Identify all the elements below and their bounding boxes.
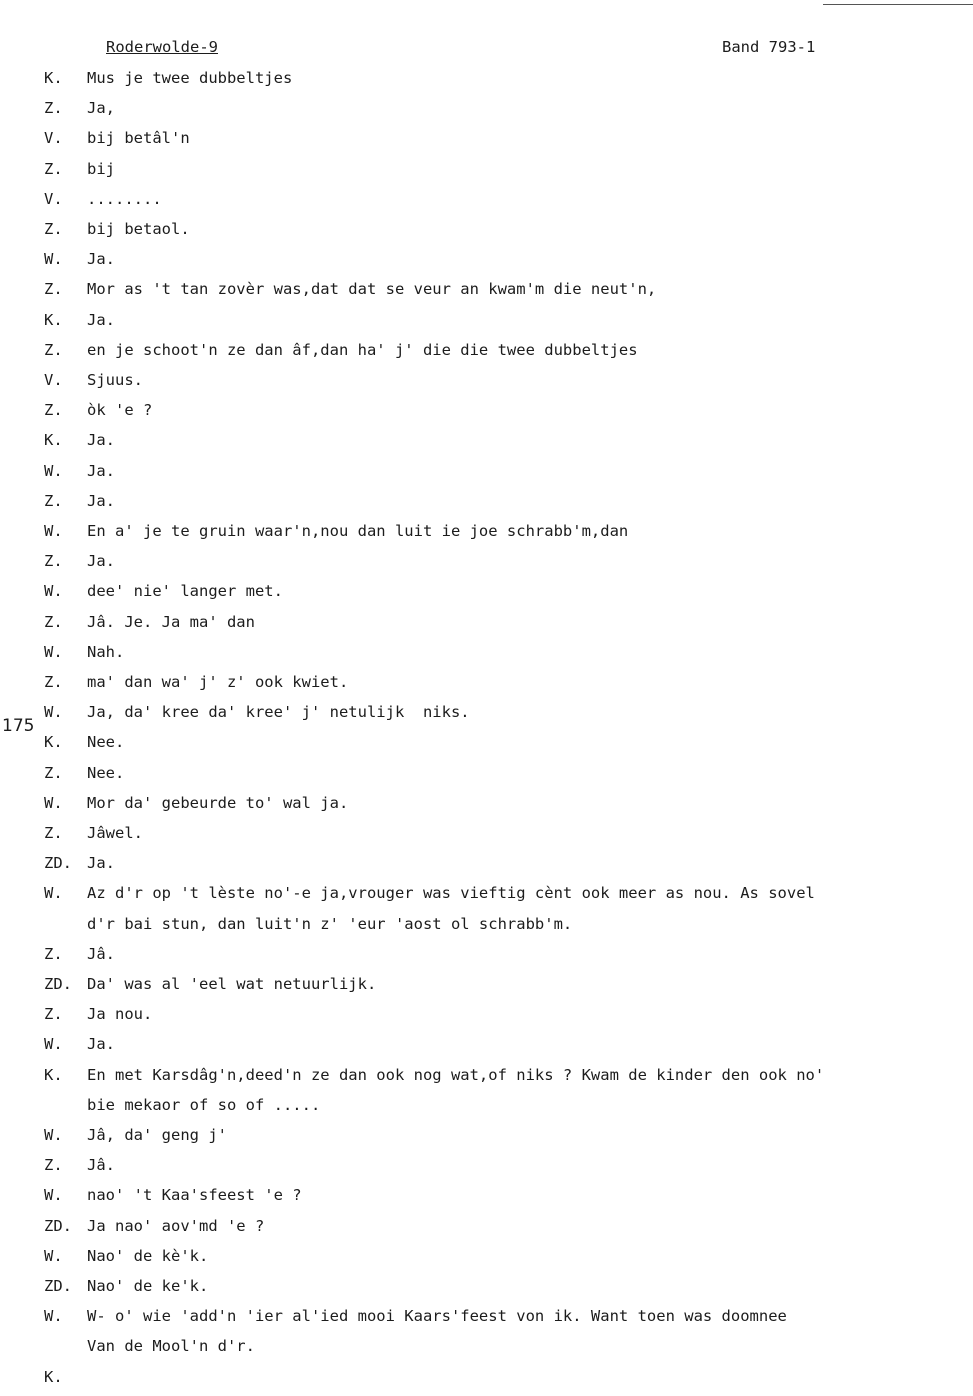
speaker-label: Z. [44,99,63,118]
document-title: Roderwolde-9 [106,38,218,56]
speaker-label: Z. [44,340,63,359]
utterance-text: Da' was al 'eel wat netuurlijk. [87,975,377,993]
speaker-label: W. [44,1186,63,1205]
utterance-text: Ja. [87,431,115,450]
utterance-text: Jâ, da' geng j' [87,1126,227,1144]
speaker-label: W. [44,522,63,540]
utterance-text: ma' dan wa' j' z' ook kwiet. [87,673,349,691]
utterance-text: bij [87,159,115,178]
utterance-text: Ja. [87,552,115,571]
band-reference: Band 793-1 [722,38,816,56]
speaker-label: V. [44,371,63,389]
speaker-label: ZD. [44,975,72,993]
speaker-label: W. [44,1126,63,1144]
speaker-label: K. [44,431,63,450]
utterance-text: Nah. [87,642,125,661]
speaker-label: W. [44,1246,63,1265]
utterance-text: Nee. [87,763,125,782]
utterance-text: Ja. [87,310,115,329]
speaker-label: Z. [44,612,63,631]
utterance-text: Ja. [87,250,115,269]
speaker-label: Z. [44,1156,63,1175]
speaker-label: W. [44,884,63,903]
utterance-text: Mus je twee dubbeltjes [87,69,293,87]
speaker-label: W. [44,703,63,722]
utterance-text: Jâ. [87,944,115,963]
utterance-text: Jâ. Je. Ja ma' dan [87,612,255,631]
utterance-text: Ja nou. [87,1005,153,1024]
utterance-text: nao' 't Kaa'sfeest 'e ? [87,1186,302,1205]
speaker-label: Z. [44,552,63,571]
speaker-label: W. [44,1035,63,1054]
utterance-text: bij betaol. [87,220,190,238]
speaker-label: W. [44,1307,63,1326]
speaker-label: W. [44,582,63,601]
speaker-label: W. [44,793,63,812]
utterance-text: W- o' wie 'add'n 'ier al'ied mooi Kaars'feest von ik. Want toen was doomnee [87,1307,787,1326]
speaker-label: K. [44,310,63,329]
utterance-text: Sjuus. [87,371,143,389]
utterance-text: Ja. [87,461,115,480]
utterance-text: En met Karsdâg'n,deed'n ze dan ook nog wat,of niks ? Kwam de kinder den ook no' [87,1065,825,1084]
utterance-text: Ja, da' kree da' kree' j' netulijk niks. [87,703,470,722]
utterance-text: d'r bai stun, dan luit'n z' 'eur 'aost ol schrabb'm. [87,914,573,933]
speaker-label: ZD. [44,854,72,873]
utterance-text: Jâ. [87,1156,115,1175]
speaker-label: W. [44,461,63,480]
speaker-label: ZD. [44,1277,72,1295]
utterance-text: Nee. [87,733,125,752]
speaker-label: Z. [44,944,63,963]
speaker-label: Z. [44,159,63,178]
speaker-label: W. [44,250,63,269]
speaker-label: K. [44,733,63,752]
utterance-text: Ja, [87,99,115,118]
top-rule [823,4,973,5]
speaker-label: ZD. [44,1216,72,1235]
utterance-text: Ja. [87,854,115,873]
margin-line-number: 175 [2,716,35,736]
speaker-label: V. [44,129,63,148]
speaker-label: Z. [44,673,63,691]
utterance-text: òk 'e ? [87,401,153,420]
utterance-text: Nao' de kè'k. [87,1246,209,1265]
utterance-text: Van de Mool'n d'r. [87,1337,255,1356]
utterance-text: Az d'r op 't lèste no'-e ja,vrouger was vieftig cènt ook meer as nou. As sovel [87,884,815,903]
utterance-text: Nao' de ke'k. [87,1277,209,1295]
utterance-text: Ja. [87,491,115,510]
speaker-label: Z. [44,280,63,299]
utterance-text: Mor as 't tan zovèr was,dat dat se veur an kwam'm die neut'n, [87,280,657,299]
utterance-text: bij betâl'n [87,129,190,148]
utterance-text: dee' nie' langer met. [87,582,283,601]
speaker-label: K. [44,1065,63,1084]
utterance-text: bie mekaor of so of ..... [87,1095,321,1114]
speaker-label: Z. [44,763,63,782]
utterance-text: En a' je te gruin waar'n,nou dan luit ie joe schrabb'm,dan [87,522,629,540]
utterance-text: Ja. [87,1035,115,1054]
utterance-text: ........ [87,189,162,208]
speaker-label: Z. [44,1005,63,1024]
utterance-text: Jâwel. [87,824,143,842]
speaker-label: K. [44,1367,63,1386]
speaker-label: Z. [44,401,63,420]
utterance-text: Ja nao' aov'md 'e ? [87,1216,265,1235]
speaker-label: K. [44,69,63,87]
utterance-text: Mor da' gebeurde to' wal ja. [87,793,349,812]
utterance-text: en je schoot'n ze dan âf,dan ha' j' die die twee dubbeltjes [87,340,638,359]
speaker-label: V. [44,189,63,208]
speaker-label: W. [44,642,63,661]
speaker-label: Z. [44,220,63,238]
speaker-label: Z. [44,824,63,842]
speaker-label: Z. [44,491,63,510]
